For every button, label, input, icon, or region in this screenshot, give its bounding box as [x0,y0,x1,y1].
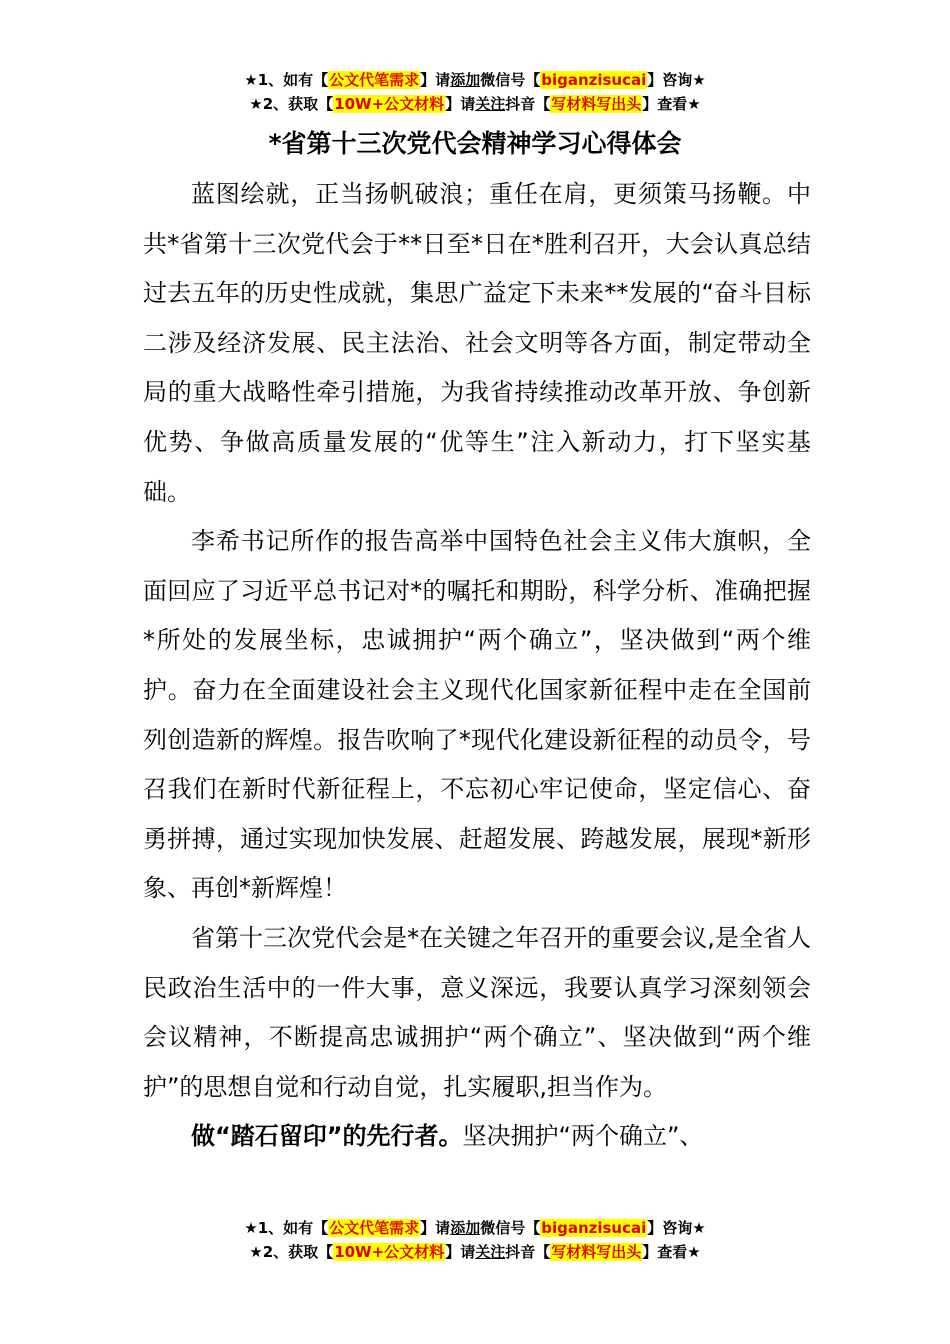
promo-text: 】咨询★ [647,1219,706,1237]
promo-highlight: 写材料写出头 [551,95,642,113]
paragraph: 蓝图绘就，正当扬帆破浪；重任在肩，更须策马扬鞭。中共*省第十三次党代会于**日至*日在*胜利召开，大会认真总结过去五年的历史性成就，集思广益定下未来**发展的“奋斗目标二涉及经济发展、民主法治、社会文明等各方面，制定带动全局的重大战略性牵引措施，为我省持续推动改革开放、争创新优势、争做高质量发展的“优等生”注入新动力，打下坚实基础。 [143,180,811,506]
promo-text: 】请 [445,95,476,113]
paragraph [143,1112,811,1162]
promo-text: 】请 [445,1243,476,1261]
promo-text: 抖音【 [505,1243,551,1261]
promo-highlight: 公文代笔需求 [329,1219,420,1237]
promo-text: 】咨询★ [647,71,706,89]
footer-promo-banner [0,1216,950,1264]
document-body [143,170,811,1162]
promo-text: 微信号【 [480,1219,541,1237]
promo-text: 微信号【 [480,71,541,89]
paragraph: 省第十三次党代会是*在关键之年召开的重要会议,是全省人民政治生活中的一件大事，意义深远，我要认真学习深刻领会会议精神，不断提高忠诚拥护“两个确立”、坚决做到“两个维护”的思想自觉和行动自觉，扎实履职,担当作为。 [143,923,811,1101]
promo-text: 】请 [420,1219,451,1237]
promo-text: 抖音【 [505,95,551,113]
promo-text: ★1、如有【 [244,71,329,89]
promo-text: 】查看★ [642,95,701,113]
promo-highlight: 10W+公文材料 [334,1243,445,1261]
paragraph: 李希书记所作的报告高举中国特色社会主义伟大旗帜，全面回应了习近平总书记对*的嘱托和期盼，科学分析、准确把握*所处的发展坐标，忠诚拥护“两个确立”，坚决做到“两个维护。奋力在全面建设社会主义现代化国家新征程中走在全国前列创造新的辉煌。报告吹响了*现代化建设新征程的动员令，号召我们在新时代新征程上，不忘初心牢记使命，坚定信心、奋勇拼搏，通过实现加快发展、赶超发展、跨越发展，展现*新形象、再创*新辉煌！ [143,527,811,903]
paragraph-lead: 做“踏石留印”的先行者。 [191,1122,463,1151]
paragraph-text: 坚决拥护“两个确立”、 [462,1122,704,1151]
promo-text: ★1、如有【 [244,1219,329,1237]
promo-emphasis: 添加 [450,1219,481,1237]
promo-text: 】查看★ [642,1243,701,1261]
promo-emphasis: 添加 [450,71,481,89]
promo-highlight: 公文代笔需求 [329,71,420,89]
header-promo-banner [0,68,950,116]
promo-highlight: biganzisucai [541,71,647,89]
document-title: *省第十三次党代会精神学习心得体会 [268,129,682,158]
promo-text: 】请 [420,71,451,89]
promo-highlight: 10W+公文材料 [334,95,445,113]
promo-text: ★2、获取【 [249,1243,334,1261]
promo-text: ★2、获取【 [249,95,334,113]
promo-line-2 [0,1240,950,1264]
promo-emphasis: 关注 [475,1243,506,1261]
promo-emphasis: 关注 [475,95,506,113]
promo-highlight: biganzisucai [541,1219,647,1237]
promo-line-1 [0,1216,950,1240]
promo-highlight: 写材料写出头 [551,1243,642,1261]
promo-line-1 [0,68,950,92]
promo-line-2 [0,92,950,116]
